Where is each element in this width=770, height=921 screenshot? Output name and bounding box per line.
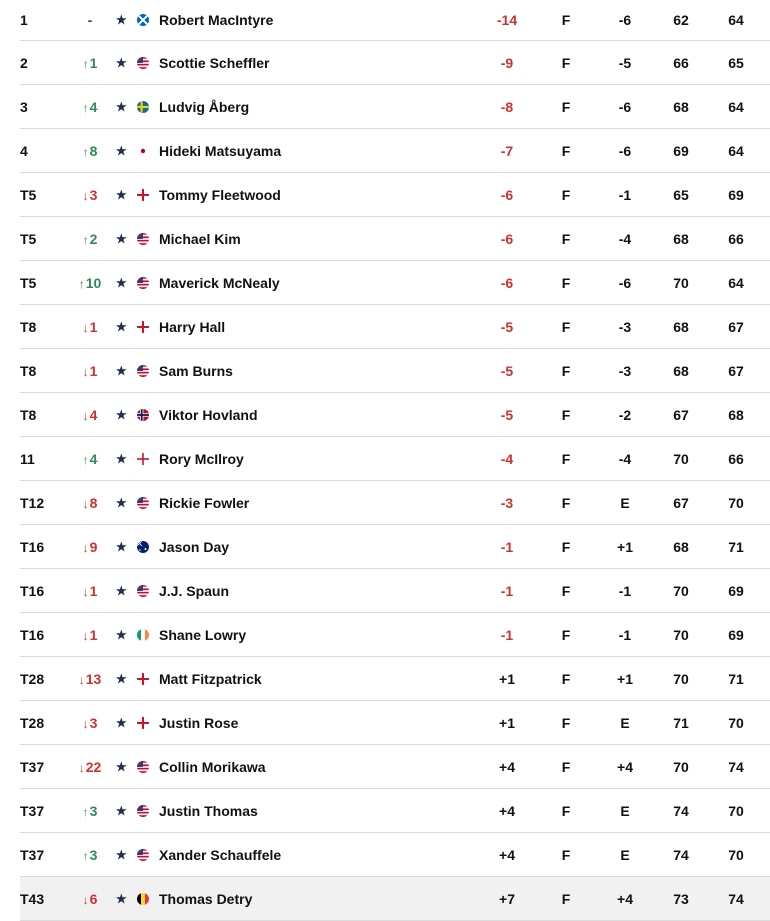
- thru: F: [561, 758, 571, 775]
- today-score: E: [620, 714, 630, 731]
- today-score: +4: [617, 890, 633, 907]
- england-flag-icon: [137, 321, 149, 333]
- arrow-down-icon: ↓: [82, 892, 89, 907]
- today-score: -6: [618, 142, 632, 159]
- round-1-score: 69: [673, 142, 689, 159]
- total-score: -6: [500, 230, 514, 247]
- total-score: +1: [499, 670, 515, 687]
- leaderboard-row[interactable]: [20, 261, 770, 305]
- arrow-down-icon: ↓: [82, 408, 89, 423]
- arrow-down-icon: ↓: [82, 584, 89, 599]
- round-2-score: 71: [728, 538, 744, 555]
- movement: [75, 319, 105, 335]
- today-score: -3: [618, 362, 632, 379]
- round-1-score: 70: [673, 626, 689, 643]
- player-name[interactable]: Justin Thomas: [159, 802, 258, 819]
- total-score: +1: [499, 714, 515, 731]
- arrow-down-icon: ↓: [82, 496, 89, 511]
- position: 1: [20, 12, 28, 28]
- leaderboard-row[interactable]: [20, 41, 770, 85]
- round-1-score: 68: [673, 230, 689, 247]
- total-score: -1: [500, 582, 514, 599]
- thru: F: [561, 230, 571, 247]
- round-2-score: 70: [728, 802, 744, 819]
- star-icon[interactable]: ★: [115, 802, 128, 818]
- movement: [75, 407, 105, 423]
- player-name[interactable]: Tommy Fleetwood: [159, 186, 281, 203]
- round-1-score: 68: [673, 98, 689, 115]
- movement: [75, 187, 105, 203]
- total-score: -6: [500, 274, 514, 291]
- leaderboard-row[interactable]: [20, 789, 770, 833]
- leaderboard-row[interactable]: [20, 745, 770, 789]
- round-2-score: 69: [728, 582, 744, 599]
- leaderboard-row[interactable]: [20, 173, 770, 217]
- total-score: -8: [500, 98, 514, 115]
- today-score: -6: [618, 12, 632, 28]
- today-score: -1: [618, 186, 632, 203]
- today-score: -4: [618, 230, 632, 247]
- round-1-score: 66: [673, 54, 689, 71]
- usa-flag-icon: [137, 277, 149, 289]
- round-1-score: 70: [673, 450, 689, 467]
- round-2-score: 70: [728, 846, 744, 863]
- leaderboard-row[interactable]: [20, 701, 770, 745]
- arrow-up-icon: ↑: [82, 100, 89, 115]
- player-name[interactable]: Justin Rose: [159, 714, 239, 731]
- round-1-score: 65: [673, 186, 689, 203]
- round-1-score: 68: [673, 362, 689, 379]
- thru: F: [561, 714, 571, 731]
- round-1-score: 62: [673, 12, 689, 28]
- position: T5: [20, 230, 37, 247]
- round-1-score: 68: [673, 538, 689, 555]
- position: T12: [20, 494, 45, 511]
- position: T5: [20, 186, 37, 203]
- thru: F: [561, 670, 571, 687]
- player-name[interactable]: J.J. Spaun: [159, 582, 230, 599]
- player-name[interactable]: Collin Morikawa: [159, 758, 266, 775]
- leaderboard-row[interactable]: [20, 481, 770, 525]
- today-score: -3: [618, 318, 632, 335]
- position: T37: [20, 846, 45, 863]
- leaderboard-row[interactable]: [20, 305, 770, 349]
- total-score: +4: [499, 846, 515, 863]
- movement: [75, 671, 105, 687]
- movement-value: 13: [85, 670, 102, 687]
- round-1-score: 70: [673, 670, 689, 687]
- leaderboard-row[interactable]: [20, 217, 770, 261]
- leaderboard-row[interactable]: [20, 525, 770, 569]
- round-2-score: 74: [728, 758, 744, 775]
- position: T16: [20, 538, 45, 555]
- today-score: -1: [618, 582, 632, 599]
- movement: [75, 231, 105, 247]
- leaderboard-row[interactable]: [20, 393, 770, 437]
- usa-flag-icon: [137, 497, 149, 509]
- arrow-down-icon: ↓: [82, 320, 89, 335]
- star-icon[interactable]: ★: [115, 406, 128, 422]
- thru: F: [561, 406, 571, 423]
- arrow-up-icon: ↑: [82, 56, 89, 71]
- round-2-score: 65: [728, 54, 744, 71]
- today-score: -5: [618, 54, 632, 71]
- thru: F: [561, 318, 571, 335]
- usa-flag-icon: [137, 585, 149, 597]
- star-icon[interactable]: ★: [115, 450, 128, 466]
- ireland-flag-icon: [137, 629, 149, 641]
- movement: [75, 451, 105, 467]
- today-score: +1: [617, 538, 633, 555]
- thru: F: [561, 12, 571, 28]
- round-2-score: 64: [728, 142, 744, 159]
- thru: F: [561, 890, 571, 907]
- today-score: -6: [618, 98, 632, 115]
- star-icon[interactable]: ★: [115, 186, 128, 202]
- movement: [75, 12, 105, 28]
- usa-flag-icon: [137, 233, 149, 245]
- position: T5: [20, 274, 37, 291]
- player-name[interactable]: Sam Burns: [159, 362, 233, 379]
- round-2-score: 64: [728, 12, 744, 28]
- player-name[interactable]: Jason Day: [159, 538, 230, 555]
- leaderboard-row[interactable]: [20, 437, 770, 481]
- arrow-down-icon: ↓: [82, 188, 89, 203]
- movement: [75, 363, 105, 379]
- round-2-score: 66: [728, 450, 744, 467]
- thru: F: [561, 626, 571, 643]
- player-name[interactable]: Shane Lowry: [159, 626, 247, 643]
- total-score: -7: [500, 142, 514, 159]
- movement: [75, 715, 105, 731]
- movement-value: 10: [85, 274, 102, 291]
- today-score: -6: [618, 274, 632, 291]
- total-score: -5: [500, 318, 514, 335]
- movement: [75, 99, 105, 115]
- position: 2: [20, 54, 28, 71]
- round-2-score: 74: [728, 890, 744, 907]
- today-score: E: [620, 846, 630, 863]
- total-score: +7: [499, 890, 515, 907]
- star-icon[interactable]: ★: [115, 758, 128, 774]
- round-2-score: 71: [728, 670, 744, 687]
- sweden-flag-icon: [137, 101, 149, 113]
- movement-value: 1: [89, 318, 98, 335]
- movement: [75, 847, 105, 863]
- movement-value: 4: [89, 98, 98, 115]
- position: T16: [20, 626, 45, 643]
- position: T28: [20, 714, 45, 731]
- star-icon[interactable]: ★: [115, 494, 128, 510]
- movement-value: 3: [89, 186, 98, 203]
- movement-value: 2: [89, 230, 98, 247]
- arrow-up-icon: ↑: [82, 144, 89, 159]
- arrow-down-icon: ↓: [82, 716, 89, 731]
- movement: [75, 627, 105, 643]
- norway-flag-icon: [137, 409, 149, 421]
- leaderboard-row[interactable]: [20, 877, 770, 921]
- player-name[interactable]: Scottie Scheffler: [159, 54, 270, 71]
- star-icon[interactable]: ★: [115, 582, 128, 598]
- arrow-down-icon: ↓: [82, 364, 89, 379]
- total-score: -14: [496, 12, 518, 28]
- today-score: -4: [618, 450, 632, 467]
- round-1-score: 68: [673, 318, 689, 335]
- player-name[interactable]: Matt Fitzpatrick: [159, 670, 262, 687]
- movement: [75, 495, 105, 511]
- leaderboard-row[interactable]: [20, 833, 770, 877]
- round-2-score: 69: [728, 186, 744, 203]
- usa-flag-icon: [137, 365, 149, 377]
- thru: F: [561, 98, 571, 115]
- player-name[interactable]: Hideki Matsuyama: [159, 142, 282, 159]
- star-icon[interactable]: ★: [115, 274, 128, 290]
- total-score: -4: [500, 450, 514, 467]
- movement: [75, 539, 105, 555]
- usa-flag-icon: [137, 805, 149, 817]
- total-score: -9: [500, 54, 514, 71]
- japan-flag-icon: [137, 145, 149, 157]
- total-score: +4: [499, 802, 515, 819]
- thru: F: [561, 846, 571, 863]
- arrow-down-icon: ↓: [78, 760, 85, 775]
- england-flag-icon: [137, 673, 149, 685]
- scotland-flag-icon: [137, 14, 149, 26]
- star-icon[interactable]: ★: [115, 142, 128, 158]
- movement: [75, 275, 105, 291]
- movement: [75, 55, 105, 71]
- star-icon[interactable]: ★: [115, 11, 128, 28]
- player-name[interactable]: Viktor Hovland: [159, 406, 258, 423]
- thru: F: [561, 186, 571, 203]
- round-2-score: 70: [728, 494, 744, 511]
- usa-flag-icon: [137, 761, 149, 773]
- round-2-score: 68: [728, 406, 744, 423]
- today-score: E: [620, 494, 630, 511]
- position: T8: [20, 406, 37, 423]
- round-1-score: 74: [673, 802, 689, 819]
- leaderboard-row[interactable]: [20, 349, 770, 393]
- position: T43: [20, 890, 45, 907]
- movement-value: 3: [89, 846, 98, 863]
- thru: F: [561, 802, 571, 819]
- round-2-score: 64: [728, 98, 744, 115]
- total-score: -1: [500, 538, 514, 555]
- round-2-score: 64: [728, 274, 744, 291]
- round-2-score: 67: [728, 318, 744, 335]
- thru: F: [561, 274, 571, 291]
- player-name[interactable]: Rickie Fowler: [159, 494, 250, 511]
- star-icon[interactable]: ★: [115, 54, 128, 70]
- usa-flag-icon: [137, 57, 149, 69]
- leaderboard-row[interactable]: [20, 613, 770, 657]
- thru: F: [561, 362, 571, 379]
- thru: F: [561, 494, 571, 511]
- movement-value: 9: [89, 538, 98, 555]
- movement-value: 1: [89, 582, 98, 599]
- star-icon[interactable]: ★: [115, 846, 128, 862]
- star-icon[interactable]: ★: [115, 230, 128, 246]
- arrow-up-icon: ↑: [82, 848, 89, 863]
- today-score: -2: [618, 406, 632, 423]
- round-1-score: 70: [673, 274, 689, 291]
- round-2-score: 66: [728, 230, 744, 247]
- england-flag-icon: [137, 717, 149, 729]
- player-name[interactable]: Rory McIlroy: [159, 450, 244, 467]
- player-name[interactable]: Robert MacIntyre: [159, 12, 274, 28]
- movement-value: -: [87, 12, 93, 28]
- player-name[interactable]: Michael Kim: [159, 230, 241, 247]
- leaderboard-row[interactable]: [20, 129, 770, 173]
- movement-value: 3: [89, 802, 98, 819]
- star-icon[interactable]: ★: [115, 714, 128, 730]
- total-score: -5: [500, 362, 514, 379]
- today-score: -1: [618, 626, 632, 643]
- position: T28: [20, 670, 45, 687]
- position: 4: [20, 142, 28, 159]
- usa-flag-icon: [137, 849, 149, 861]
- movement-value: 1: [89, 362, 98, 379]
- position: T16: [20, 582, 45, 599]
- position: T37: [20, 802, 45, 819]
- player-name[interactable]: Maverick McNealy: [159, 274, 280, 291]
- arrow-down-icon: ↓: [82, 540, 89, 555]
- round-2-score: 69: [728, 626, 744, 643]
- arrow-up-icon: ↑: [82, 804, 89, 819]
- star-icon[interactable]: ★: [115, 626, 128, 642]
- player-name[interactable]: Ludvig Åberg: [159, 98, 250, 115]
- leaderboard-row[interactable]: [20, 657, 770, 701]
- total-score: -6: [500, 186, 514, 203]
- movement-value: 1: [89, 54, 98, 71]
- movement-value: 3: [89, 714, 98, 731]
- thru: F: [561, 54, 571, 71]
- thru: F: [561, 450, 571, 467]
- star-icon[interactable]: ★: [115, 362, 128, 378]
- arrow-down-icon: ↓: [82, 628, 89, 643]
- arrow-up-icon: ↑: [78, 276, 85, 291]
- movement: [75, 803, 105, 819]
- movement-value: 8: [89, 494, 98, 511]
- movement-value: 4: [89, 406, 98, 423]
- movement: [75, 583, 105, 599]
- arrow-up-icon: ↑: [82, 452, 89, 467]
- round-1-score: 70: [673, 758, 689, 775]
- position: 3: [20, 98, 28, 115]
- northern-ireland-flag-icon: [137, 453, 149, 465]
- round-2-score: 67: [728, 362, 744, 379]
- round-1-score: 67: [673, 494, 689, 511]
- round-1-score: 73: [673, 890, 689, 907]
- leaderboard-row[interactable]: [20, 0, 770, 41]
- leaderboard-row[interactable]: [20, 569, 770, 613]
- total-score: -5: [500, 406, 514, 423]
- movement: [75, 143, 105, 159]
- thru: F: [561, 582, 571, 599]
- star-icon[interactable]: ★: [115, 98, 128, 114]
- movement-value: 6: [89, 890, 98, 907]
- total-score: -3: [500, 494, 514, 511]
- round-2-score: 70: [728, 714, 744, 731]
- england-flag-icon: [137, 189, 149, 201]
- position: T8: [20, 362, 37, 379]
- round-1-score: 74: [673, 846, 689, 863]
- today-score: +1: [617, 670, 633, 687]
- star-icon[interactable]: ★: [115, 538, 128, 554]
- today-score: +4: [617, 758, 633, 775]
- round-1-score: 70: [673, 582, 689, 599]
- australia-flag-icon: [137, 541, 149, 553]
- star-icon[interactable]: ★: [115, 670, 128, 686]
- player-name[interactable]: Thomas Detry: [159, 890, 253, 907]
- movement-value: 8: [89, 142, 98, 159]
- player-name[interactable]: Xander Schauffele: [159, 846, 282, 863]
- arrow-up-icon: ↑: [82, 232, 89, 247]
- round-1-score: 67: [673, 406, 689, 423]
- movement-value: 22: [85, 758, 102, 775]
- today-score: E: [620, 802, 630, 819]
- position: T8: [20, 318, 37, 335]
- movement-value: 4: [89, 450, 98, 467]
- arrow-down-icon: ↓: [78, 672, 85, 687]
- round-1-score: 71: [673, 714, 689, 731]
- thru: F: [561, 538, 571, 555]
- position: 11: [20, 450, 35, 467]
- player-name[interactable]: Harry Hall: [159, 318, 226, 335]
- star-icon[interactable]: ★: [115, 318, 128, 334]
- movement: [75, 759, 105, 775]
- position: T37: [20, 758, 45, 775]
- total-score: -1: [500, 626, 514, 643]
- star-icon[interactable]: ★: [115, 890, 128, 906]
- movement-value: 1: [89, 626, 98, 643]
- thru: F: [561, 142, 571, 159]
- leaderboard-row[interactable]: [20, 85, 770, 129]
- total-score: +4: [499, 758, 515, 775]
